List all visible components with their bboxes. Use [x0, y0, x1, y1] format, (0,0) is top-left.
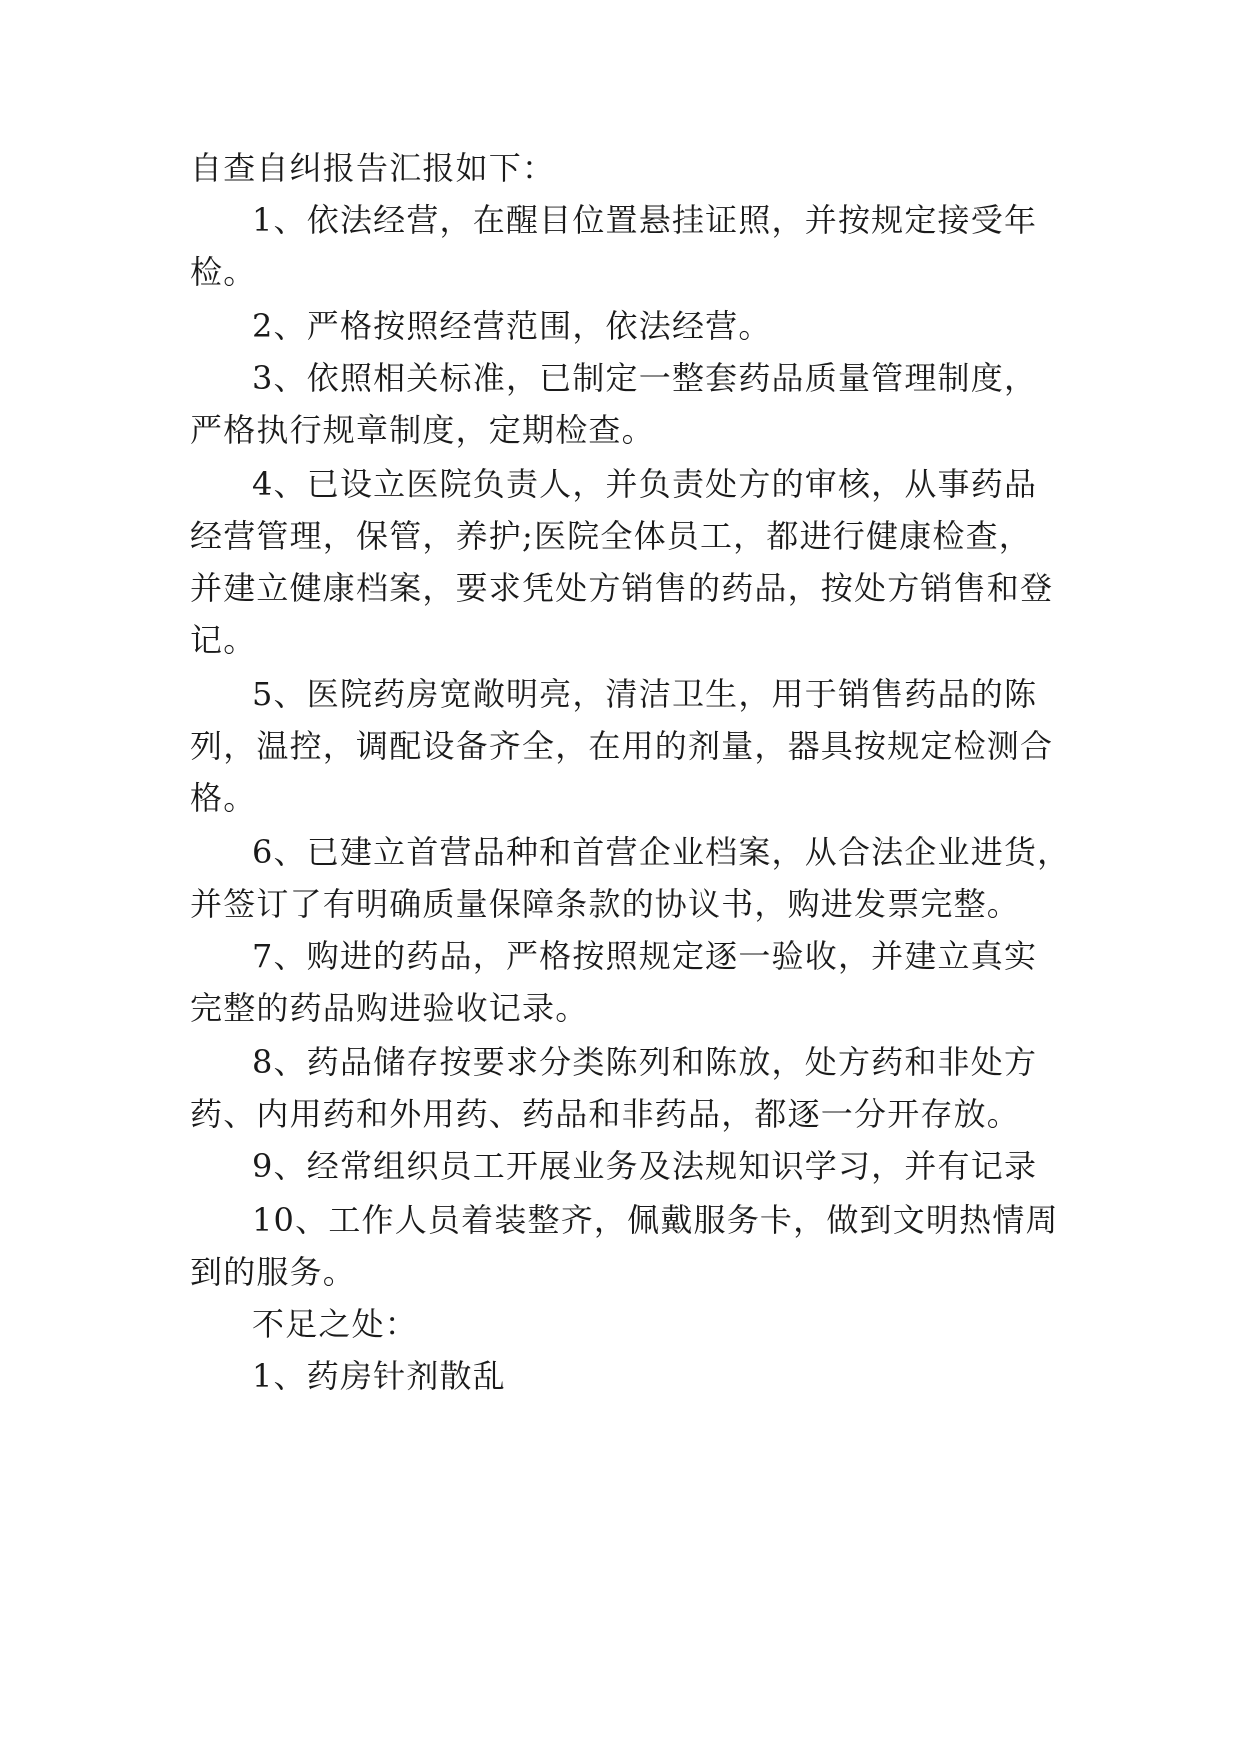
- text-line: 5、医院药房宽敞明亮，清洁卫生，用于销售药品的陈: [252, 675, 1038, 713]
- text-line: 到的服务。: [190, 1253, 357, 1291]
- text-line: 并签订了有明确质量保障条款的协议书，购进发票完整。: [190, 885, 1021, 923]
- text-line: 4、已设立医院负责人，并负责处方的审核，从事药品: [252, 465, 1038, 503]
- text-line: 10、工作人员着装整齐，佩戴服务卡，做到文明热情周: [252, 1201, 1059, 1239]
- text-line: 列，温控，调配设备齐全，在用的剂量，器具按规定检测合: [190, 727, 1054, 765]
- text-line: 经营管理，保管，养护;医院全体员工，都进行健康检查，: [190, 517, 1032, 555]
- text-line: 并建立健康档案，要求凭处方销售的药品，按处方销售和登: [190, 569, 1054, 607]
- text-line: 检。: [190, 253, 257, 291]
- text-line: 自查自纠报告汇报如下：: [190, 149, 556, 187]
- text-line: 6、已建立首营品种和首营企业档案，从合法企业进货，: [252, 833, 1071, 871]
- text-line: 2、严格按照经营范围，依法经营。: [252, 307, 772, 345]
- text-line: 3、依照相关标准，已制定一整套药品质量管理制度，: [252, 359, 1038, 397]
- text-line: 记。: [190, 621, 257, 659]
- text-line: 严格执行规章制度，定期检查。: [190, 411, 655, 449]
- text-line: 1、药房针剂散乱: [252, 1357, 506, 1395]
- text-line: 7、购进的药品，严格按照规定逐一验收，并建立真实: [252, 937, 1038, 975]
- text-line: 完整的药品购进验收记录。: [190, 989, 589, 1027]
- text-line: 药、内用药和外用药、药品和非药品，都逐一分开存放。: [190, 1095, 1021, 1133]
- text-line: 1、依法经营，在醒目位置悬挂证照，并按规定接受年: [252, 201, 1038, 239]
- text-line: 格。: [190, 779, 257, 817]
- text-line: 9、经常组织员工开展业务及法规知识学习，并有记录: [252, 1147, 1038, 1185]
- text-line: 8、药品储存按要求分类陈列和陈放，处方药和非处方: [252, 1043, 1038, 1081]
- text-line: 不足之处：: [252, 1305, 419, 1343]
